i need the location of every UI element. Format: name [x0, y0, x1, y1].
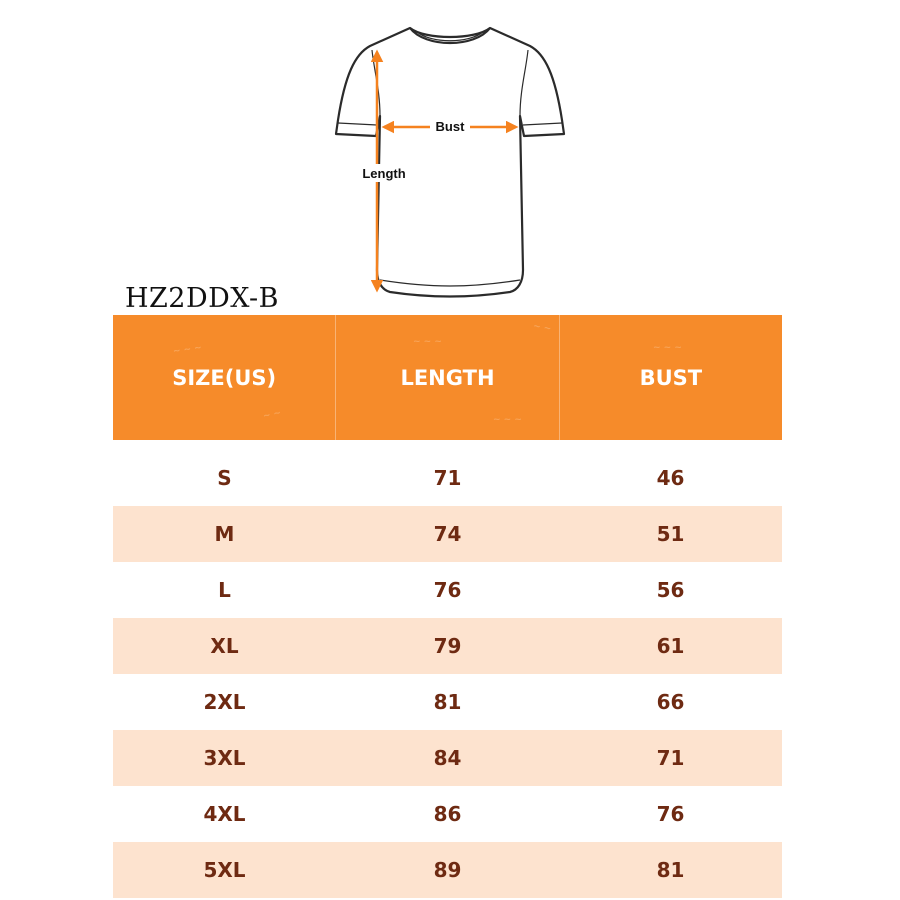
size-cell: L	[218, 578, 231, 602]
header-size: SIZE(US)	[113, 315, 336, 440]
table-header-row: ~ ~ ~ ~ ~ ~ ~ ~ ~ ~ ~ ~ ~ ~ ~ ~ SIZE(US) LENGTH BUST	[113, 315, 782, 440]
header-bust: BUST	[639, 365, 703, 390]
size-cell: S	[217, 466, 232, 490]
length-cell: 84	[433, 746, 462, 770]
bust-cell: 46	[656, 466, 685, 490]
length-cell: 79	[433, 634, 462, 658]
table-body	[113, 450, 782, 898]
size-cell: XL	[210, 634, 239, 658]
tshirt-measurement-diagram	[330, 20, 570, 305]
table-row	[113, 786, 782, 842]
table-row	[113, 674, 782, 730]
bust-cell: 66	[656, 690, 685, 714]
size-cell: 5XL	[203, 858, 246, 882]
bust-cell: 81	[656, 858, 685, 882]
bust-label: Bust	[435, 119, 465, 134]
bust-cell: 76	[656, 802, 685, 826]
bust-cell: 56	[656, 578, 685, 602]
length-cell: 89	[433, 858, 462, 882]
header-length: LENGTH	[336, 315, 559, 440]
length-cell: 71	[433, 466, 462, 490]
model-code: HZ2DDX-B	[125, 283, 280, 314]
length-cell: 81	[433, 690, 462, 714]
size-cell: 2XL	[203, 690, 246, 714]
tshirt-outline	[336, 28, 564, 297]
table-row	[113, 618, 782, 674]
length-cell: 76	[433, 578, 462, 602]
size-cell: 4XL	[203, 802, 246, 826]
size-chart-table	[113, 315, 782, 898]
table-row	[113, 450, 782, 506]
table-row	[113, 842, 782, 898]
length-cell: 86	[433, 802, 462, 826]
bust-cell: 51	[656, 522, 685, 546]
size-cell: 3XL	[203, 746, 246, 770]
length-label: Length	[362, 166, 406, 181]
table-row	[113, 730, 782, 786]
size-cell: M	[214, 522, 235, 546]
table-row	[113, 562, 782, 618]
bust-cell: 71	[656, 746, 685, 770]
bust-cell: 61	[656, 634, 685, 658]
length-cell: 74	[433, 522, 462, 546]
table-row	[113, 506, 782, 562]
